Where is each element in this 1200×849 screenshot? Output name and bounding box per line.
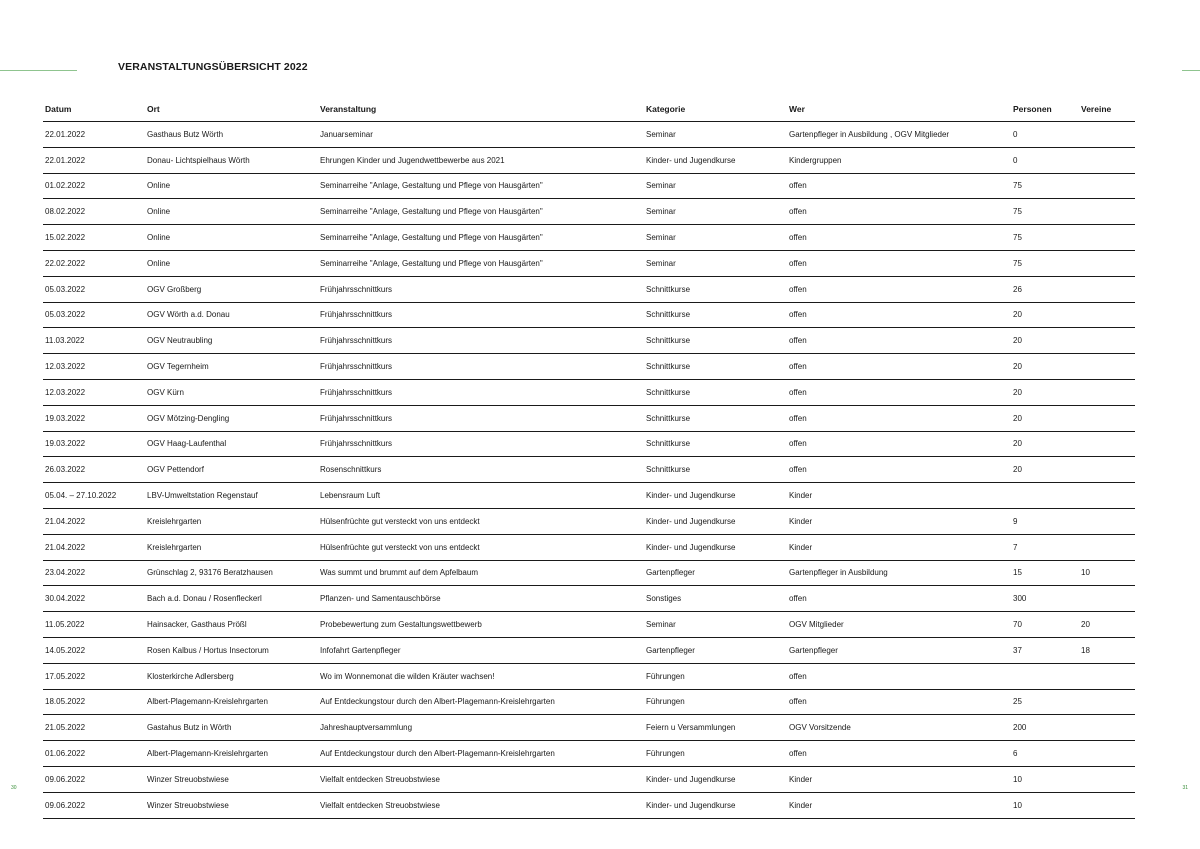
table-row [43, 147, 1135, 173]
cell-ort: Bach a.d. Donau / Rosenfleckerl [145, 586, 318, 612]
column-header-datum: Datum [43, 96, 145, 122]
column-header-veranstaltung: Veranstaltung [318, 96, 644, 122]
table-row [43, 663, 1135, 689]
cell-vereine [1079, 689, 1135, 715]
cell-wer: OGV Vorsitzende [787, 715, 1011, 741]
cell-vereine: 18 [1079, 637, 1135, 663]
table-row [43, 199, 1135, 225]
cell-wer: Kinder [787, 534, 1011, 560]
cell-wer: offen [787, 225, 1011, 251]
cell-datum: 09.06.2022 [43, 792, 145, 818]
cell-personen: 20 [1011, 328, 1079, 354]
cell-wer: offen [787, 354, 1011, 380]
cell-datum: 11.05.2022 [43, 612, 145, 638]
table-row [43, 431, 1135, 457]
cell-wer: Kinder [787, 483, 1011, 509]
cell-personen [1011, 483, 1079, 509]
cell-kategorie: Seminar [644, 225, 787, 251]
cell-veranstaltung: Frühjahrsschnittkurs [318, 354, 644, 380]
table-row [43, 792, 1135, 818]
cell-veranstaltung: Hülsenfrüchte gut versteckt von uns entdeckt [318, 508, 644, 534]
cell-wer: offen [787, 379, 1011, 405]
cell-datum: 22.02.2022 [43, 250, 145, 276]
cell-vereine [1079, 715, 1135, 741]
cell-kategorie: Führungen [644, 689, 787, 715]
table-row [43, 560, 1135, 586]
cell-kategorie: Schnittkurse [644, 379, 787, 405]
cell-vereine [1079, 483, 1135, 509]
cell-personen: 6 [1011, 741, 1079, 767]
cell-vereine [1079, 302, 1135, 328]
cell-personen [1011, 663, 1079, 689]
cell-wer: OGV Mitglieder [787, 612, 1011, 638]
cell-personen: 70 [1011, 612, 1079, 638]
cell-kategorie: Schnittkurse [644, 431, 787, 457]
table-row [43, 766, 1135, 792]
cell-vereine [1079, 508, 1135, 534]
cell-personen: 20 [1011, 457, 1079, 483]
cell-datum: 11.03.2022 [43, 328, 145, 354]
cell-ort: Winzer Streuobstwiese [145, 766, 318, 792]
events-table [43, 96, 1135, 819]
cell-wer: offen [787, 328, 1011, 354]
cell-wer: offen [787, 405, 1011, 431]
cell-veranstaltung: Frühjahrsschnittkurs [318, 431, 644, 457]
cell-kategorie: Kinder- und Jugendkurse [644, 483, 787, 509]
page-title: VERANSTALTUNGSÜBERSICHT 2022 [118, 61, 308, 73]
cell-vereine [1079, 766, 1135, 792]
cell-vereine [1079, 276, 1135, 302]
cell-personen: 20 [1011, 302, 1079, 328]
cell-vereine: 20 [1079, 612, 1135, 638]
cell-datum: 12.03.2022 [43, 354, 145, 380]
table-row [43, 637, 1135, 663]
cell-kategorie: Seminar [644, 122, 787, 148]
table-row [43, 122, 1135, 148]
cell-wer: Gartenpfleger in Ausbildung [787, 560, 1011, 586]
table-row [43, 586, 1135, 612]
cell-datum: 26.03.2022 [43, 457, 145, 483]
decorative-rule-right [1182, 70, 1200, 71]
cell-personen: 75 [1011, 225, 1079, 251]
cell-wer: offen [787, 586, 1011, 612]
cell-wer: offen [787, 741, 1011, 767]
cell-veranstaltung: Januarseminar [318, 122, 644, 148]
cell-datum: 09.06.2022 [43, 766, 145, 792]
cell-vereine [1079, 173, 1135, 199]
cell-ort: Klosterkirche Adlersberg [145, 663, 318, 689]
table-row [43, 457, 1135, 483]
cell-veranstaltung: Infofahrt Gartenpfleger [318, 637, 644, 663]
page-number-right: 31 [1182, 785, 1188, 791]
cell-personen: 20 [1011, 354, 1079, 380]
table-row [43, 225, 1135, 251]
table-row [43, 534, 1135, 560]
table-row [43, 173, 1135, 199]
cell-personen: 75 [1011, 250, 1079, 276]
cell-datum: 22.01.2022 [43, 122, 145, 148]
cell-ort: Rosen Kalbus / Hortus Insectorum [145, 637, 318, 663]
cell-datum: 01.02.2022 [43, 173, 145, 199]
cell-veranstaltung: Auf Entdeckungstour durch den Albert-Plagemann-Kreislehrgarten [318, 741, 644, 767]
cell-kategorie: Sonstiges [644, 586, 787, 612]
table-row [43, 405, 1135, 431]
cell-personen: 0 [1011, 147, 1079, 173]
cell-vereine [1079, 225, 1135, 251]
cell-kategorie: Kinder- und Jugendkurse [644, 792, 787, 818]
cell-ort: Online [145, 199, 318, 225]
column-header-ort: Ort [145, 96, 318, 122]
cell-vereine [1079, 663, 1135, 689]
table-row [43, 741, 1135, 767]
column-header-vereine: Vereine [1079, 96, 1135, 122]
cell-ort: Albert-Plagemann-Kreislehrgarten [145, 689, 318, 715]
table-row [43, 354, 1135, 380]
cell-veranstaltung: Was summt und brummt auf dem Apfelbaum [318, 560, 644, 586]
cell-veranstaltung: Frühjahrsschnittkurs [318, 276, 644, 302]
cell-datum: 15.02.2022 [43, 225, 145, 251]
cell-kategorie: Schnittkurse [644, 405, 787, 431]
cell-veranstaltung: Ehrungen Kinder und Jugendwettbewerbe aus 2021 [318, 147, 644, 173]
table-row [43, 483, 1135, 509]
cell-wer: offen [787, 250, 1011, 276]
table-row [43, 302, 1135, 328]
cell-vereine [1079, 586, 1135, 612]
cell-datum: 18.05.2022 [43, 689, 145, 715]
cell-veranstaltung: Seminarreihe "Anlage, Gestaltung und Pflege von Hausgärten" [318, 173, 644, 199]
table-body [43, 122, 1135, 819]
cell-kategorie: Seminar [644, 173, 787, 199]
cell-veranstaltung: Seminarreihe "Anlage, Gestaltung und Pflege von Hausgärten" [318, 199, 644, 225]
cell-kategorie: Schnittkurse [644, 457, 787, 483]
cell-kategorie: Schnittkurse [644, 276, 787, 302]
table-row [43, 379, 1135, 405]
cell-ort: Albert-Plagemann-Kreislehrgarten [145, 741, 318, 767]
column-header-kategorie: Kategorie [644, 96, 787, 122]
cell-kategorie: Seminar [644, 199, 787, 225]
cell-datum: 17.05.2022 [43, 663, 145, 689]
column-header-wer: Wer [787, 96, 1011, 122]
cell-datum: 08.02.2022 [43, 199, 145, 225]
cell-personen: 7 [1011, 534, 1079, 560]
cell-veranstaltung: Frühjahrsschnittkurs [318, 302, 644, 328]
table-row [43, 508, 1135, 534]
table-row [43, 715, 1135, 741]
cell-datum: 19.03.2022 [43, 431, 145, 457]
cell-veranstaltung: Rosenschnittkurs [318, 457, 644, 483]
cell-personen: 10 [1011, 766, 1079, 792]
cell-personen: 9 [1011, 508, 1079, 534]
cell-ort: Donau- Lichtspielhaus Wörth [145, 147, 318, 173]
cell-kategorie: Führungen [644, 663, 787, 689]
cell-personen: 20 [1011, 431, 1079, 457]
cell-veranstaltung: Vielfalt entdecken Streuobstwiese [318, 792, 644, 818]
table-header-row [43, 96, 1135, 122]
cell-vereine [1079, 147, 1135, 173]
cell-datum: 05.04. – 27.10.2022 [43, 483, 145, 509]
cell-ort: Grünschlag 2, 93176 Beratzhausen [145, 560, 318, 586]
cell-ort: OGV Mötzing-Dengling [145, 405, 318, 431]
cell-ort: OGV Wörth a.d. Donau [145, 302, 318, 328]
cell-kategorie: Kinder- und Jugendkurse [644, 534, 787, 560]
cell-datum: 23.04.2022 [43, 560, 145, 586]
table-row [43, 250, 1135, 276]
cell-veranstaltung: Seminarreihe "Anlage, Gestaltung und Pflege von Hausgärten" [318, 225, 644, 251]
cell-datum: 05.03.2022 [43, 302, 145, 328]
cell-wer: Kinder [787, 766, 1011, 792]
cell-datum: 22.01.2022 [43, 147, 145, 173]
cell-wer: offen [787, 663, 1011, 689]
cell-kategorie: Kinder- und Jugendkurse [644, 508, 787, 534]
cell-ort: Gasthaus Butz Wörth [145, 122, 318, 148]
cell-wer: Kinder [787, 792, 1011, 818]
table-row [43, 276, 1135, 302]
cell-personen: 75 [1011, 199, 1079, 225]
cell-personen: 200 [1011, 715, 1079, 741]
cell-personen: 75 [1011, 173, 1079, 199]
cell-personen: 20 [1011, 405, 1079, 431]
cell-wer: offen [787, 173, 1011, 199]
cell-datum: 30.04.2022 [43, 586, 145, 612]
cell-kategorie: Feiern u Versammlungen [644, 715, 787, 741]
cell-kategorie: Schnittkurse [644, 354, 787, 380]
cell-vereine [1079, 379, 1135, 405]
cell-kategorie: Schnittkurse [644, 328, 787, 354]
cell-ort: Gastahus Butz in Wörth [145, 715, 318, 741]
page-number-left: 30 [11, 785, 17, 791]
cell-vereine [1079, 457, 1135, 483]
cell-personen: 0 [1011, 122, 1079, 148]
cell-kategorie: Seminar [644, 612, 787, 638]
cell-datum: 21.04.2022 [43, 508, 145, 534]
cell-veranstaltung: Lebensraum Luft [318, 483, 644, 509]
cell-personen: 300 [1011, 586, 1079, 612]
cell-vereine [1079, 250, 1135, 276]
cell-kategorie: Kinder- und Jugendkurse [644, 147, 787, 173]
cell-veranstaltung: Wo im Wonnemonat die wilden Kräuter wachsen! [318, 663, 644, 689]
cell-ort: Hainsacker, Gasthaus Prößl [145, 612, 318, 638]
cell-vereine [1079, 792, 1135, 818]
table-row [43, 689, 1135, 715]
decorative-rule-left [0, 70, 77, 71]
cell-veranstaltung: Jahreshauptversammlung [318, 715, 644, 741]
cell-datum: 19.03.2022 [43, 405, 145, 431]
cell-wer: offen [787, 276, 1011, 302]
cell-vereine [1079, 431, 1135, 457]
cell-vereine: 10 [1079, 560, 1135, 586]
cell-ort: OGV Tegernheim [145, 354, 318, 380]
cell-personen: 15 [1011, 560, 1079, 586]
cell-personen: 10 [1011, 792, 1079, 818]
cell-wer: offen [787, 431, 1011, 457]
cell-kategorie: Gartenpfleger [644, 637, 787, 663]
cell-datum: 14.05.2022 [43, 637, 145, 663]
cell-personen: 20 [1011, 379, 1079, 405]
cell-veranstaltung: Probebewertung zum Gestaltungswettbewerb [318, 612, 644, 638]
cell-wer: offen [787, 199, 1011, 225]
cell-datum: 21.04.2022 [43, 534, 145, 560]
cell-vereine [1079, 354, 1135, 380]
cell-datum: 01.06.2022 [43, 741, 145, 767]
cell-kategorie: Seminar [644, 250, 787, 276]
column-header-personen: Personen [1011, 96, 1079, 122]
cell-ort: OGV Neutraubling [145, 328, 318, 354]
cell-personen: 26 [1011, 276, 1079, 302]
cell-wer: Kindergruppen [787, 147, 1011, 173]
cell-wer: offen [787, 457, 1011, 483]
cell-ort: OGV Kürn [145, 379, 318, 405]
cell-wer: Gartenpfleger in Ausbildung , OGV Mitglieder [787, 122, 1011, 148]
cell-personen: 25 [1011, 689, 1079, 715]
cell-veranstaltung: Auf Entdeckungstour durch den Albert-Plagemann-Kreislehrgarten [318, 689, 644, 715]
cell-vereine [1079, 199, 1135, 225]
cell-ort: Online [145, 225, 318, 251]
cell-wer: Kinder [787, 508, 1011, 534]
table-row [43, 612, 1135, 638]
cell-vereine [1079, 741, 1135, 767]
cell-kategorie: Kinder- und Jugendkurse [644, 766, 787, 792]
cell-kategorie: Führungen [644, 741, 787, 767]
cell-ort: Online [145, 173, 318, 199]
cell-kategorie: Schnittkurse [644, 302, 787, 328]
cell-ort: Kreislehrgarten [145, 508, 318, 534]
cell-ort: OGV Pettendorf [145, 457, 318, 483]
cell-ort: Winzer Streuobstwiese [145, 792, 318, 818]
cell-vereine [1079, 328, 1135, 354]
cell-veranstaltung: Frühjahrsschnittkurs [318, 328, 644, 354]
cell-veranstaltung: Pflanzen- und Samentauschbörse [318, 586, 644, 612]
cell-personen: 37 [1011, 637, 1079, 663]
cell-vereine [1079, 534, 1135, 560]
cell-ort: LBV-Umweltstation Regenstauf [145, 483, 318, 509]
cell-vereine [1079, 405, 1135, 431]
cell-veranstaltung: Frühjahrsschnittkurs [318, 405, 644, 431]
cell-vereine [1079, 122, 1135, 148]
table-row [43, 328, 1135, 354]
cell-ort: Online [145, 250, 318, 276]
cell-ort: OGV Großberg [145, 276, 318, 302]
cell-datum: 05.03.2022 [43, 276, 145, 302]
cell-ort: Kreislehrgarten [145, 534, 318, 560]
cell-veranstaltung: Seminarreihe "Anlage, Gestaltung und Pflege von Hausgärten" [318, 250, 644, 276]
cell-datum: 12.03.2022 [43, 379, 145, 405]
cell-datum: 21.05.2022 [43, 715, 145, 741]
cell-veranstaltung: Hülsenfrüchte gut versteckt von uns entdeckt [318, 534, 644, 560]
cell-wer: offen [787, 302, 1011, 328]
cell-wer: Gartenpfleger [787, 637, 1011, 663]
cell-veranstaltung: Vielfalt entdecken Streuobstwiese [318, 766, 644, 792]
cell-ort: OGV Haag-Laufenthal [145, 431, 318, 457]
cell-wer: offen [787, 689, 1011, 715]
cell-veranstaltung: Frühjahrsschnittkurs [318, 379, 644, 405]
cell-kategorie: Gartenpfleger [644, 560, 787, 586]
